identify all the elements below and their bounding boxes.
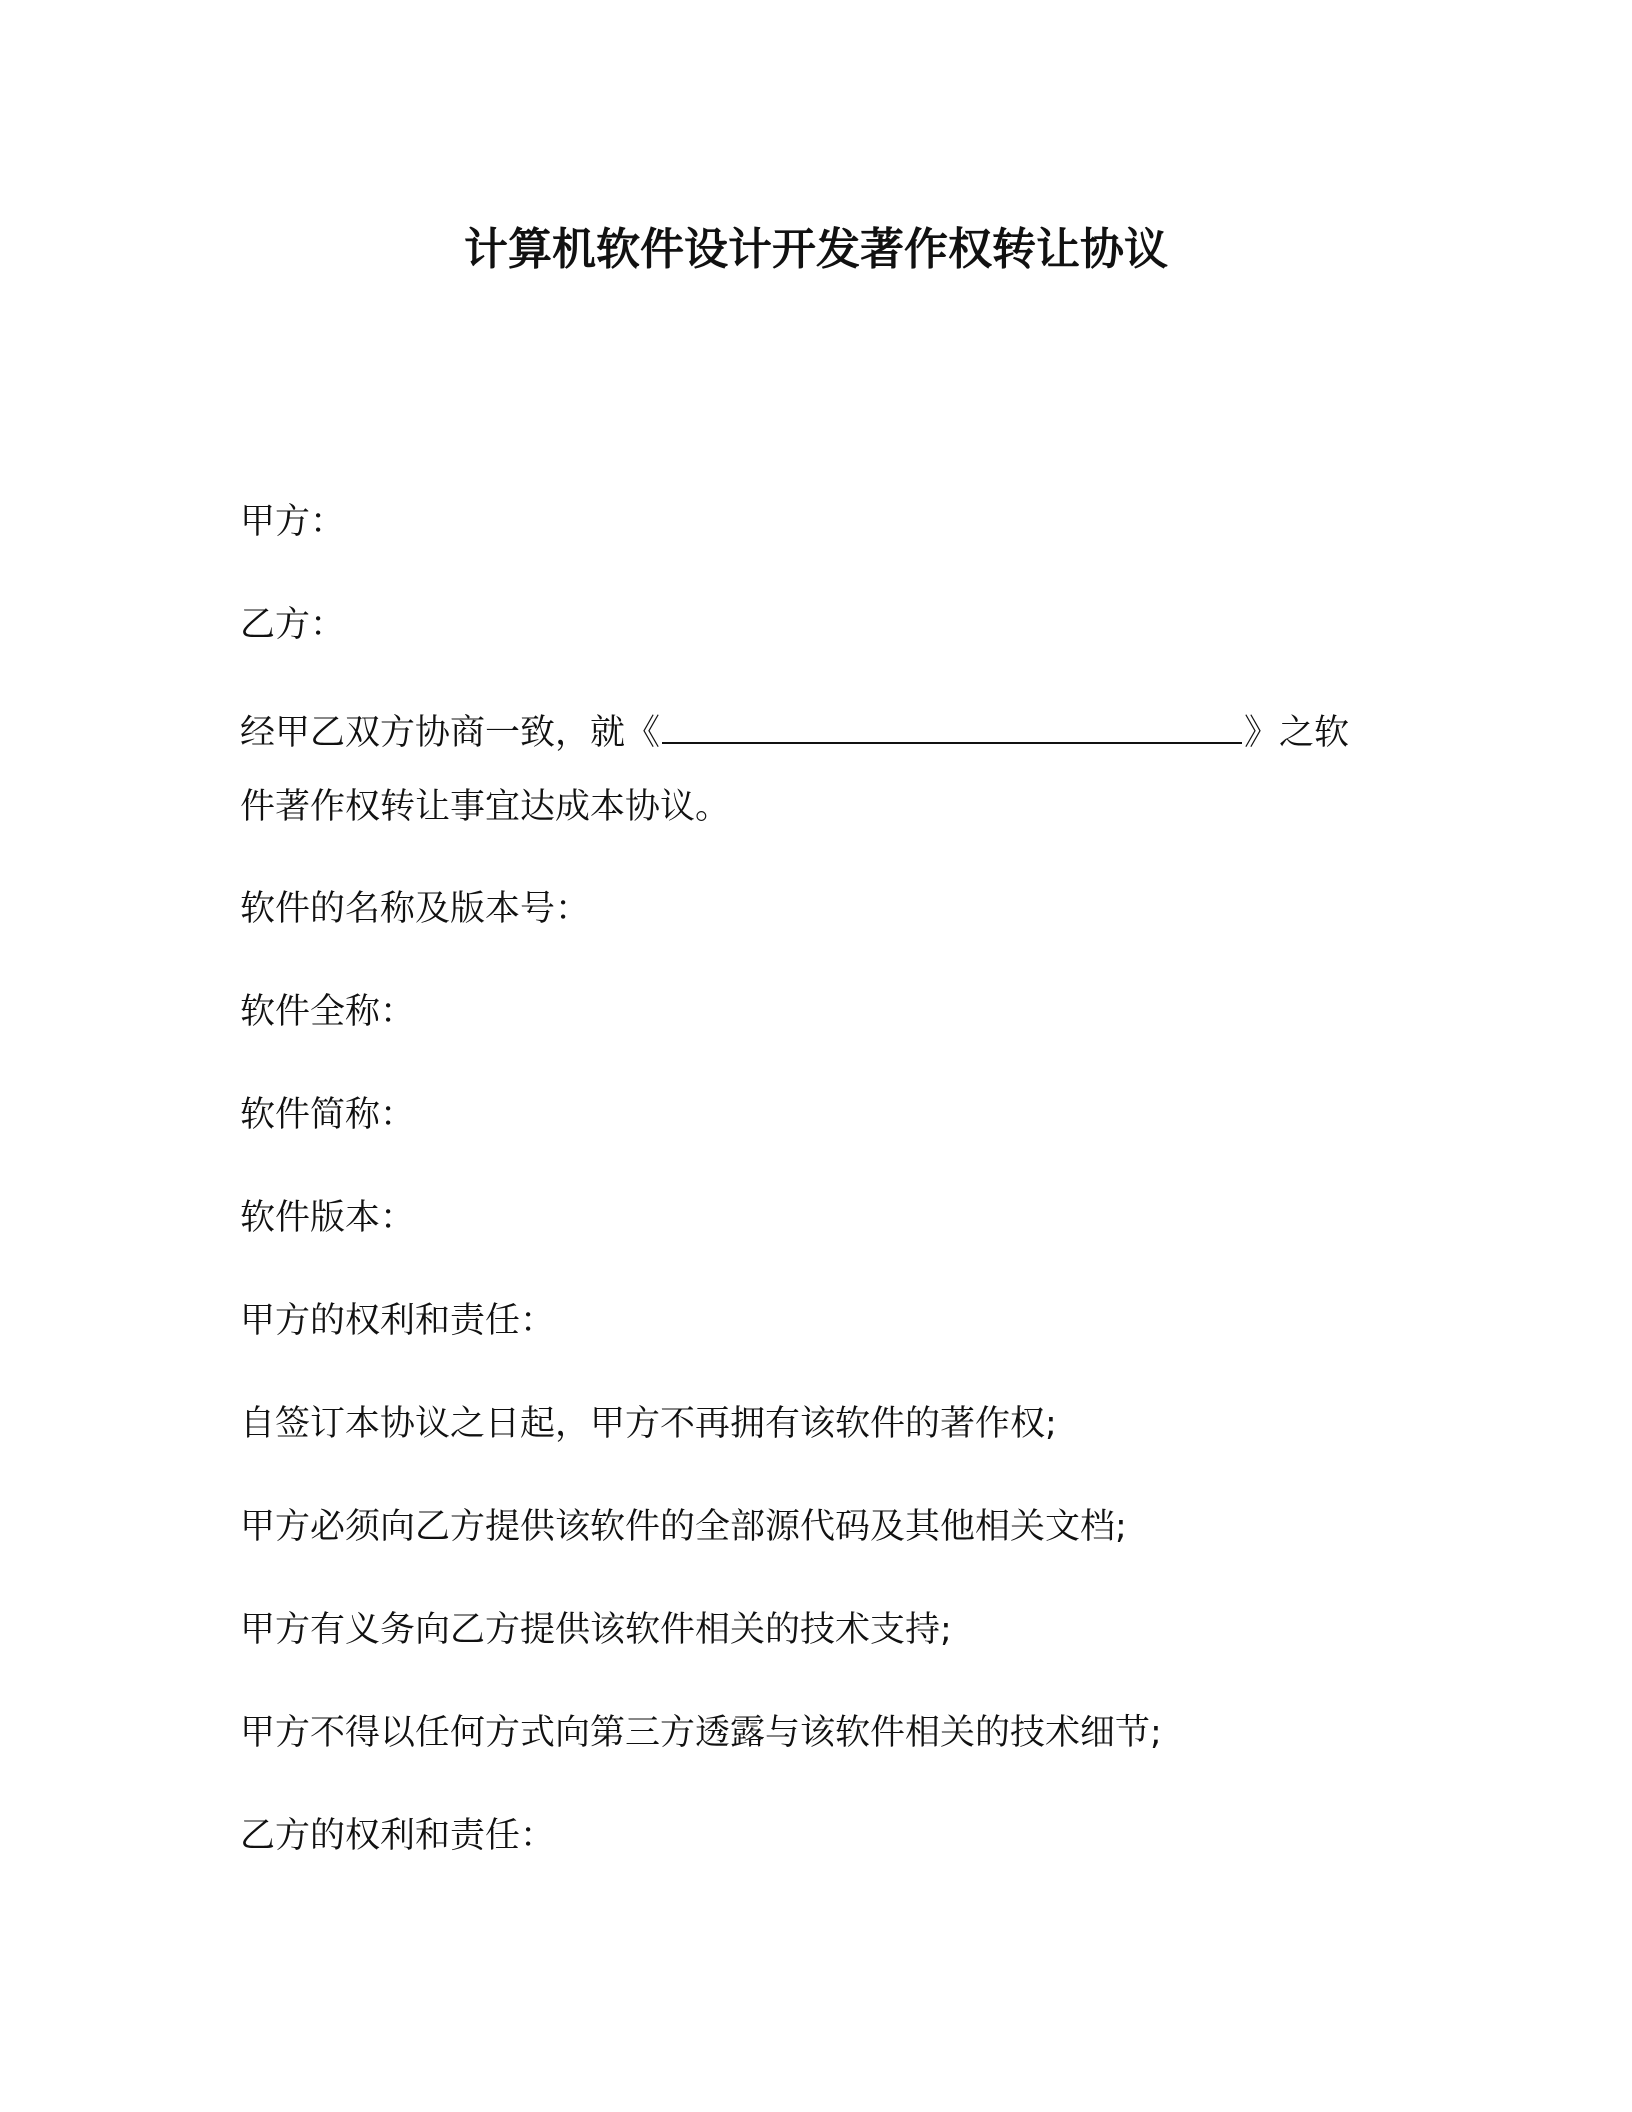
intro-prefix: 经甲乙双方协商一致，就《 (240, 713, 661, 753)
party-a-label: 甲方： (240, 502, 346, 542)
software-version-label: 软件版本： (240, 1198, 416, 1238)
software-name-version-heading: 软件的名称及版本号： (240, 889, 591, 929)
software-full-name-label: 软件全称： (240, 992, 416, 1032)
intro-suffix: 》之软 (1244, 713, 1350, 753)
party-a-clause: 自签订本协议之日起，甲方不再拥有该软件的著作权; (240, 1404, 1057, 1444)
party-a-clause: 甲方必须向乙方提供该软件的全部源代码及其他相关文档; (240, 1507, 1127, 1547)
software-short-name-label: 软件简称： (240, 1095, 416, 1135)
document-title: 计算机软件设计开发著作权转让协议 (464, 224, 1168, 275)
party-a-rights-heading: 甲方的权利和责任： (240, 1301, 556, 1341)
party-b-rights-heading: 乙方的权利和责任： (240, 1816, 556, 1856)
party-b-label: 乙方： (240, 605, 346, 645)
intro-continuation: 件著作权转让事宜达成本协议。 (240, 787, 731, 827)
intro-line (240, 704, 1349, 757)
software-name-blank (662, 704, 1242, 744)
party-a-clause: 甲方有义务向乙方提供该软件相关的技术支持; (240, 1610, 952, 1650)
party-a-clause: 甲方不得以任何方式向第三方透露与该软件相关的技术细节; (240, 1713, 1162, 1753)
